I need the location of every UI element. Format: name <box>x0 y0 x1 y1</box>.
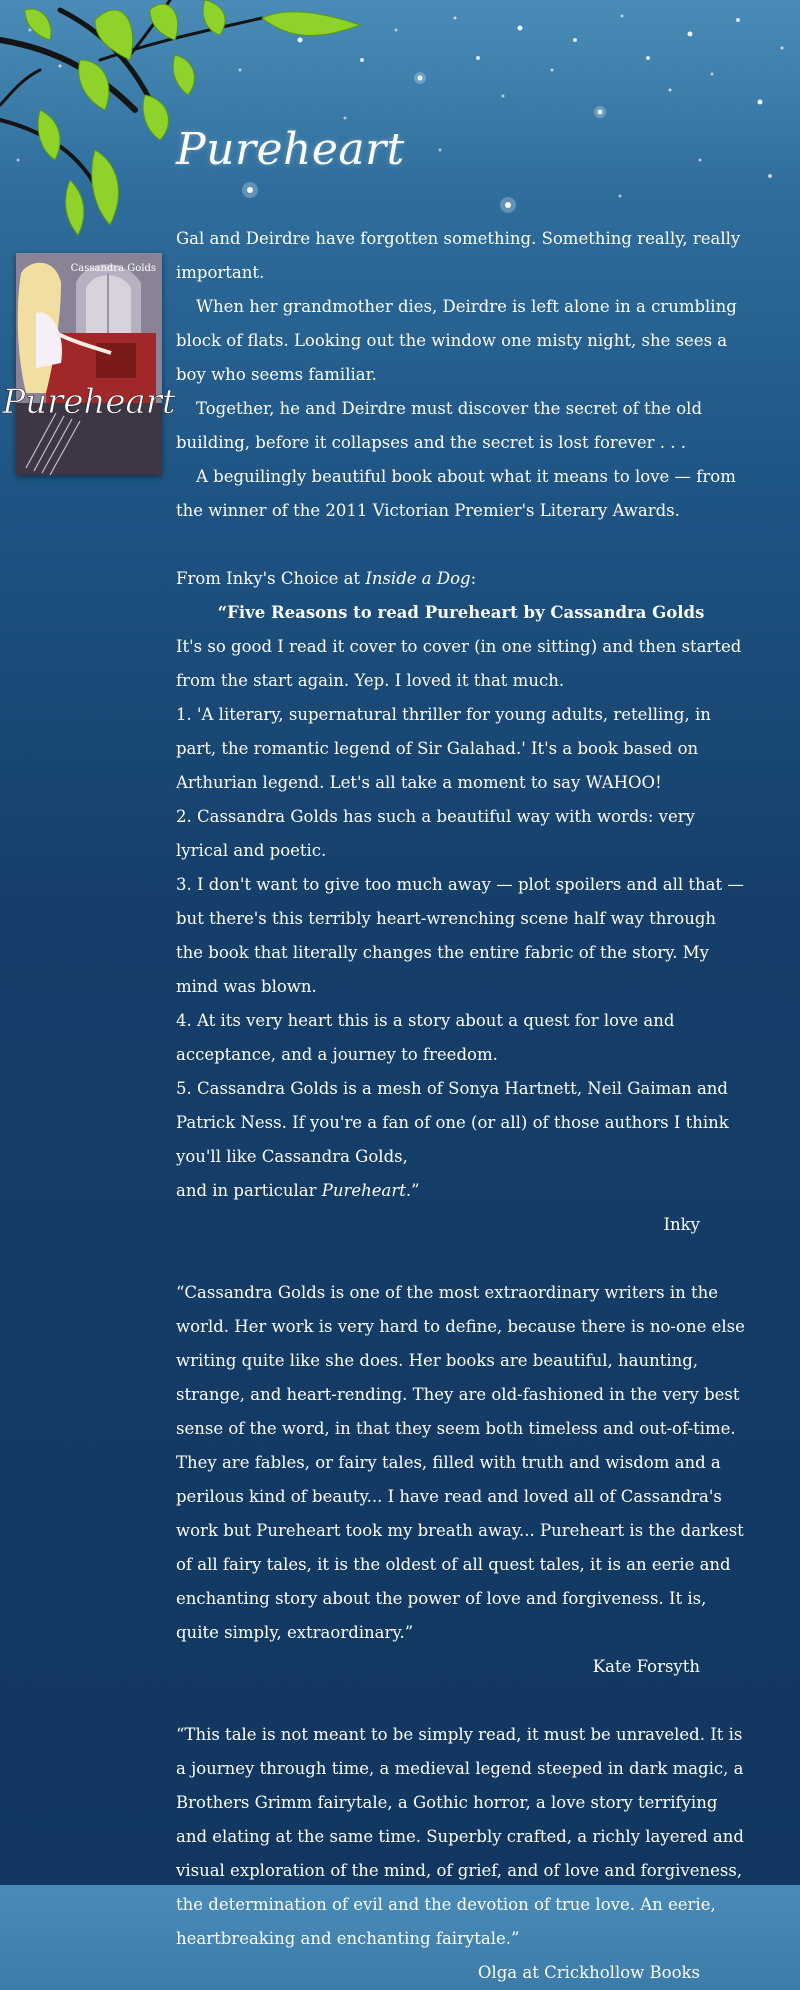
inky-signature: Inky <box>663 1215 700 1234</box>
olga-quote: “This tale is not meant to be simply read, it must be unraveled. It is a journey through time, a medieval legend steeped in dark magic, a Brothers Grimm fairytale, a Gothic horror, a love story terrifying and elating at the same time. Superbly crafted, a richly layered and visual exploration of the mind, of grief, and of love and forgiveness, the determination of evil and the devotion of true love. An eerie, heartbreaking and enchanting fairytale.” <box>176 1725 744 1948</box>
reason-item: 5. Cassandra Golds is a mesh of Sonya Hartnett, Neil Gaiman and Patrick Ness. If you're a fan of one (or all) of those authors I think you'll like Cassandra Golds, <box>176 1079 729 1166</box>
page-title: Pureheart <box>176 124 405 175</box>
source-name: Inside a Dog <box>365 569 471 588</box>
main-content <box>176 222 746 1990</box>
blurb-paragraph: Gal and Deirdre have forgotten something. Something really, really important. <box>176 229 741 282</box>
reason-item: 2. Cassandra Golds has such a beautiful way with words: very lyrical and poetic. <box>176 807 695 860</box>
reason-item: 4. At its very heart this is a story about a quest for love and acceptance, and a journey to freedom. <box>176 1011 675 1064</box>
inky-heading: “Five Reasons to read Pureheart by Cassandra Golds <box>217 603 705 622</box>
inky-closing: and in particular Pureheart.” <box>176 1181 420 1200</box>
svg-text:Pureheart: Pureheart <box>2 382 176 422</box>
forsyth-quote: “Cassandra Golds is one of the most extraordinary writers in the world. Her work is very hard to define, because there is no-one else writing quite like she does. Her books are beautiful, haunting, strange, and heart-rending. They are old-fashioned in the very best sense of the word, in that they seem both timeless and out-of-time. They are fables, or fairy tales, filled with truth and wisdom and a perilous kind of beauty... I have read and loved all of Cassandra's work but Pureheart took my breath away... Pureheart is the darkest of all fairy tales, it is the oldest of all quest tales, it is an eerie and enchanting story about the power of love and forgiveness. It is, quite simply, extraordinary.” <box>176 1283 745 1642</box>
inky-intro: From Inky's Choice at Inside a Dog: <box>176 569 477 588</box>
book-cover-image <box>2 253 176 475</box>
blurb-paragraph: When her grandmother dies, Deirdre is left alone in a crumbling block of flats. Looking out the window one misty night, she sees a boy who seems familiar. <box>176 297 737 384</box>
blurb-paragraph: A beguilingly beautiful book about what it means to love — from the winner of the 2011 Victorian Premier's Literary Awards. <box>176 467 736 520</box>
olga-signature: Olga at Crickhollow Books <box>477 1963 700 1982</box>
inky-lead: It's so good I read it cover to cover (in one sitting) and then started from the start again. Yep. I loved it that much. <box>176 637 742 690</box>
reason-item: 3. I don't want to give too much away — plot spoilers and all that — but there's this terribly heart-wrenching scene half way through the book that literally changes the entire fabric of the story. My mind was blown. <box>176 875 744 996</box>
book-title: Pureheart <box>321 1181 406 1200</box>
forsyth-signature: Kate Forsyth <box>592 1657 700 1676</box>
reason-item: 1. 'A literary, supernatural thriller for young adults, retelling, in part, the romantic legend of Sir Galahad.' It's a book based on Arthurian legend. Let's all take a moment to say WAHOO! <box>176 705 711 792</box>
svg-text:Cassandra Golds: Cassandra Golds <box>70 263 156 274</box>
blurb-paragraph: Together, he and Deirdre must discover the secret of the old building, before it collapses and the secret is lost forever . . . <box>176 399 703 452</box>
